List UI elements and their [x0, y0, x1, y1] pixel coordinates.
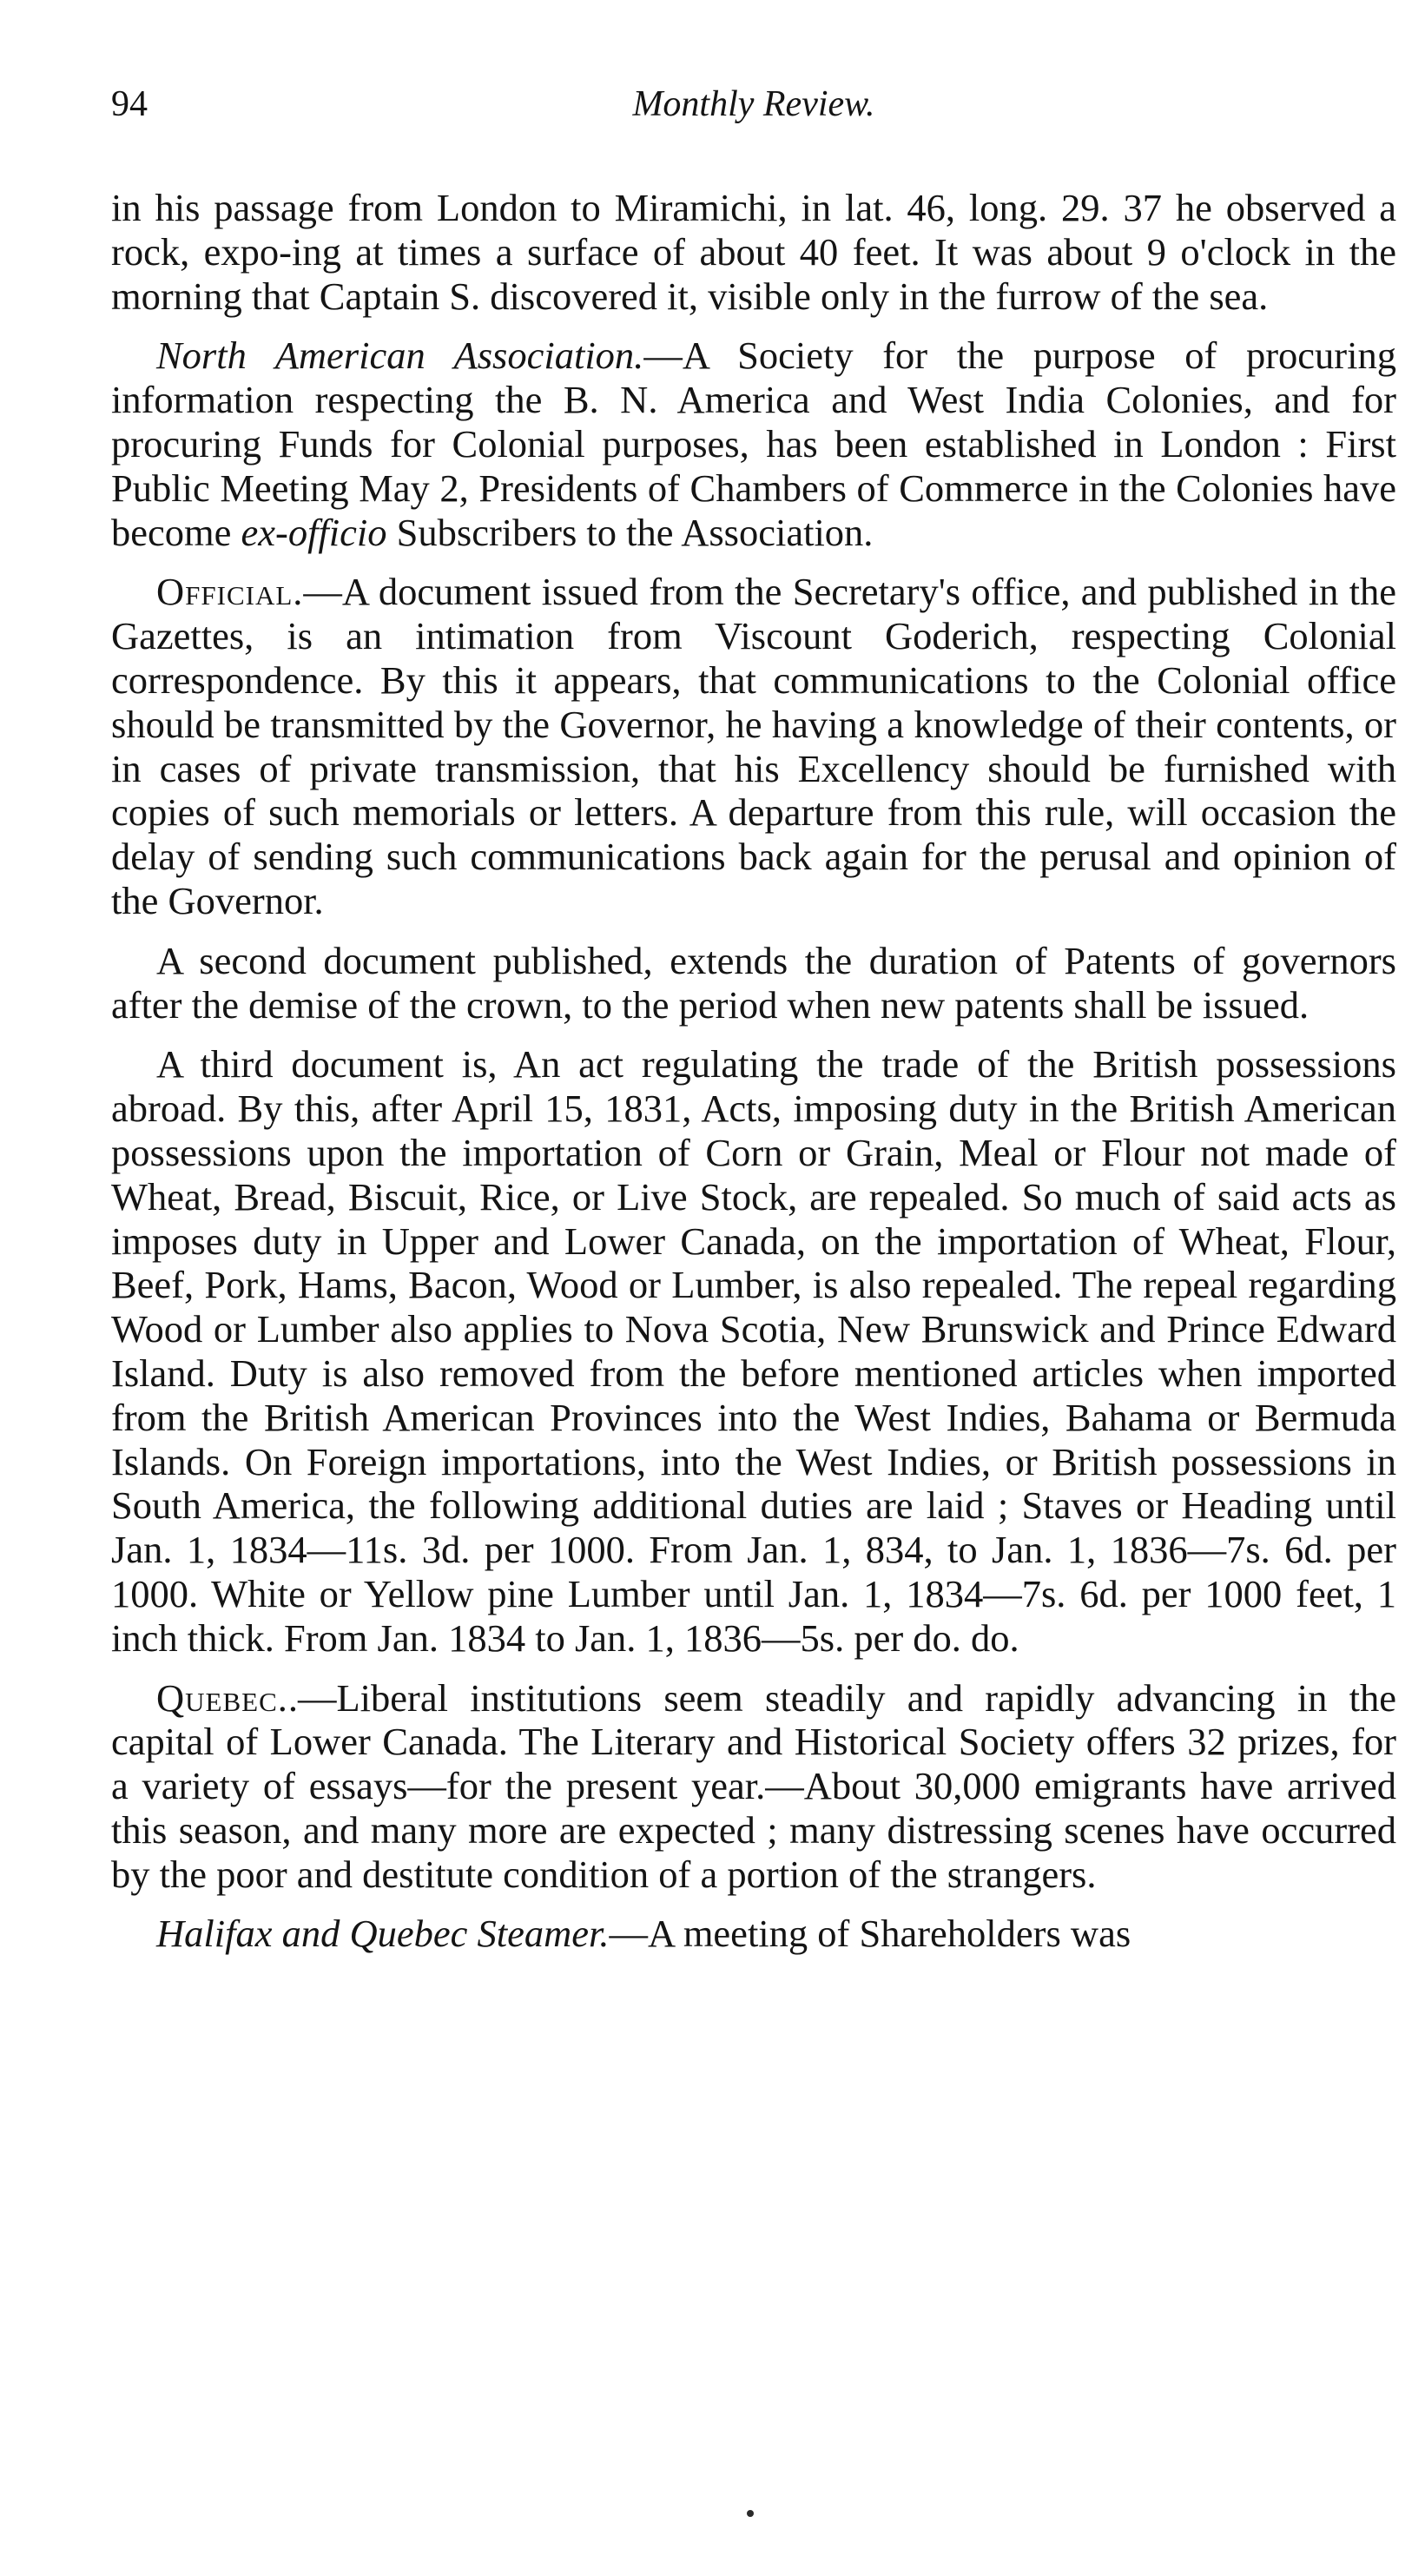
paragraph-text: —A meeting of Shareholders was [609, 1912, 1131, 1956]
paragraph-halifax-quebec-steamer [111, 1912, 1396, 1956]
paragraph-text: in his passage from London to Miramichi, in lat. 46, long. 29. 37 he observed a rock, expo-ing at times a surface of about 40 feet. It was about 9 o'clock in the morning that Captain S. discovered it, visible only in the furrow of the sea. [111, 186, 1396, 318]
paragraph-heading: Official. [156, 570, 304, 614]
paragraph-heading: North American Association. [156, 334, 644, 378]
paragraph-second-document [111, 939, 1396, 1027]
body-text [111, 186, 1396, 1956]
page-number: 94 [111, 84, 148, 124]
paragraph-third-document [111, 1042, 1396, 1660]
paragraph-text-tail: Subscribers to the Association. [386, 510, 874, 554]
running-head [111, 76, 1396, 137]
paragraph-quebec [111, 1676, 1396, 1897]
paragraph-official [111, 570, 1396, 922]
paragraph-heading: Halifax and Quebec Steamer. [156, 1912, 610, 1956]
paragraph-text: —A Society for the purpose of procuring information respecting the B. N. America and West India Colonies, and for procuring Funds for Colonial purposes, has been established in London : First Public Meeting May 2, Presidents of Chambers of Commerce in the Colonies have become [111, 334, 1396, 554]
emphasis-text: ex-officio [241, 510, 387, 554]
paragraph-continuation [111, 186, 1396, 318]
paragraph-north-american-association [111, 334, 1396, 554]
paragraph-text: .—Liberal institutions seem steadily and rapidly advancing in the capital of Lower Canada. The Literary and Historical Society offers 32 prizes, for a variety of essays—for the present year.—About 30,000 emigrants have arrived this season, and many more are expected ; many distressing scenes have occurred by the poor and destitute condition of a portion of the strangers. [111, 1675, 1396, 1896]
journal-title: Monthly Review. [632, 84, 875, 124]
paragraph-text: —A document issued from the Secretary's office, and published in the Gazettes, is an intimation from Viscount Goderich, respecting Colonial correspondence. By this it appears, that communications to the Colonial office should be transmitted by the Governor, he having a knowledge of their contents, or in cases of private transmission, that his Excellency should be furnished with copies of such memorials or letters. A departure from this rule, will occasion the delay of sending such communications back again for the perusal and opinion of the Governor. [111, 570, 1396, 922]
paragraph-text: A third document is, An act regulating the trade of the British possessions abroad. By this, after April 15, 1831, Acts, imposing duty in the British American possessions upon the importation of Corn or Grain, Meal or Flour not made of Wheat, Bread, Biscuit, Rice, or Live Stock, are repealed. So much of said acts as imposes duty in Upper and Lower Canada, on the importation of Wheat, Flour, Beef, Pork, Hams, Bacon, Wood or Lumber, is also repealed. The repeal regarding Wood or Lumber also applies to Nova Scotia, New Brunswick and Prince Edward Island. Duty is also removed from the before mentioned articles when imported from the British American Provinces into the West Indies, Bahama or Bermuda Islands. On Foreign importations, into the West Indies, or British possessions in South America, the following additional duties are laid ; Staves or Heading until Jan. 1, 1834—11s. 3d. per 1000. From Jan. 1, 834, to Jan. 1, 1836—7s. 6d. per 1000. White or Yellow pine Lumber until Jan. 1, 1834—7s. 6d. per 1000 feet, 1 inch thick. From Jan. 1834 to Jan. 1, 1836—5s. per do. do. [111, 1042, 1396, 1660]
page-mark [747, 2510, 754, 2517]
paragraph-heading: Quebec. [156, 1675, 288, 1720]
paragraph-text: A second document published, extends the duration of Patents of governors after the demise of the crown, to the period when new patents shall be issued. [111, 938, 1396, 1027]
document-page [111, 76, 1396, 1972]
